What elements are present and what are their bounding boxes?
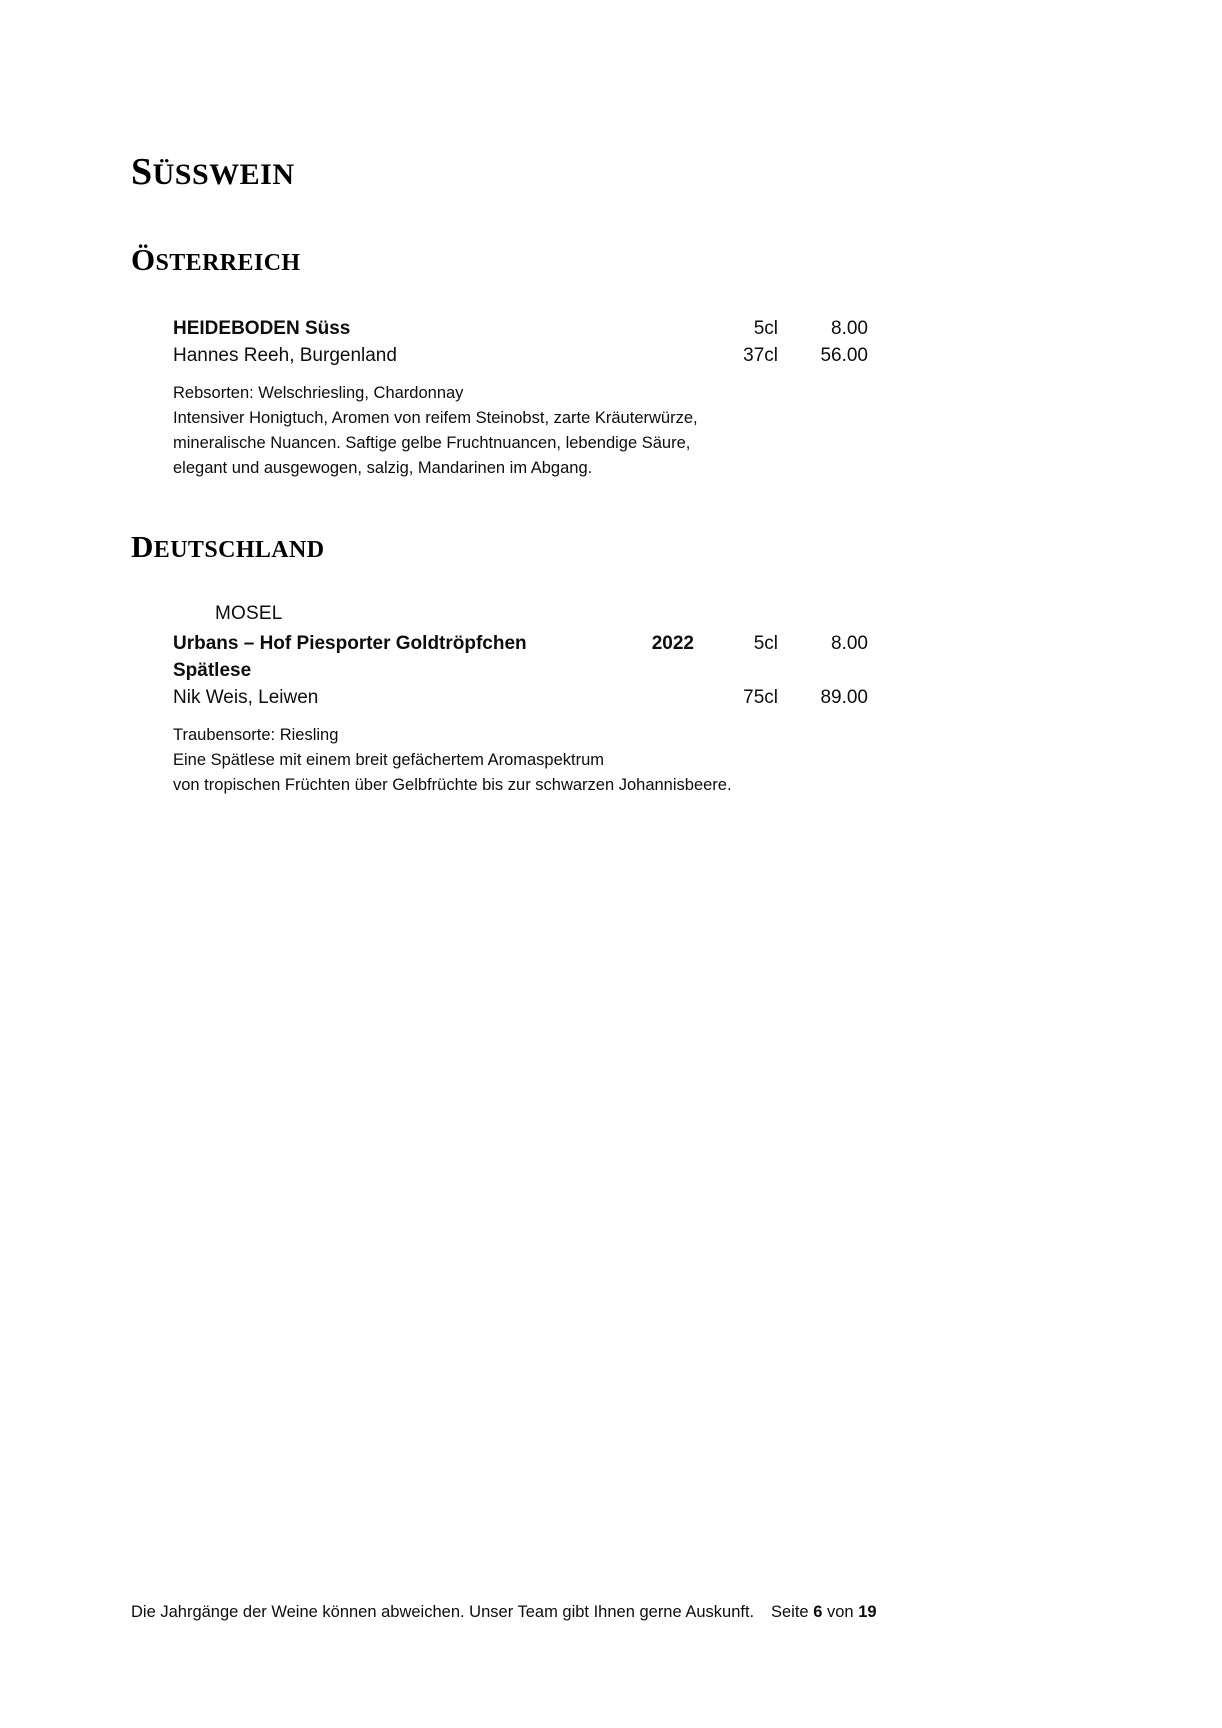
wine-name: HEIDEBODEN Süss (173, 318, 351, 339)
section-heading-austria-text: STERREICH (155, 250, 301, 276)
wine-entry-line-2 (173, 343, 1091, 370)
footer-page-middle: von (826, 1603, 854, 1621)
wine-description-line: mineralische Nuancen. Saftige gelbe Fruchtnuancen, lebendige Säure, (173, 434, 691, 453)
page-title-text: ÜSSWEIN (152, 158, 295, 191)
wine-producer: Hannes Reeh, Burgenland (173, 344, 397, 366)
section-heading-germany-initial: D (131, 529, 154, 565)
wine-entry-line-1 (173, 316, 1091, 343)
wine-description-line: von tropischen Früchten über Gelbfrüchte bis zur schwarzen Johannisbeere. (173, 776, 732, 795)
page-title (131, 150, 1091, 194)
section-heading-germany (131, 529, 1091, 565)
wine-price-1: 8.00 (831, 633, 868, 655)
wine-entry (173, 603, 1091, 798)
wine-price-2: 89.00 (820, 687, 868, 709)
wine-producer: Nik Weis, Leiwen (173, 687, 319, 709)
wine-description-line: elegant und ausgewogen, salzig, Mandarinen im Abgang. (173, 459, 593, 478)
wine-description-line: Intensiver Honigtuch, Aromen von reifem Steinobst, zarte Kräuterwürze, (173, 409, 698, 428)
wine-size-1: 5cl (753, 633, 778, 655)
wine-price-1: 8.00 (831, 318, 868, 339)
wine-size-2: 37cl (743, 344, 778, 366)
footer-pager (771, 1603, 877, 1622)
wine-description-line: Traubensorte: Riesling (173, 726, 339, 745)
wine-size-1: 5cl (753, 318, 778, 339)
footer-page-total: 19 (858, 1603, 877, 1621)
section-heading-austria (131, 242, 1091, 278)
section-heading-germany-text: EUTSCHLAND (153, 537, 325, 564)
wine-description (173, 723, 1091, 798)
wine-description-line: Rebsorten: Welschriesling, Chardonnay (173, 383, 464, 402)
section-heading-austria-initial: Ö (131, 242, 156, 277)
page-content (131, 150, 1091, 798)
page-footer (131, 1603, 1091, 1622)
wine-size-2: 75cl (743, 687, 778, 709)
wine-name: Urbans – Hof Piesporter Goldtröpfchen Spätlese (173, 633, 527, 682)
wine-description (173, 381, 1091, 481)
footer-note: Die Jahrgänge der Weine können abweichen. Unser Team gibt Ihnen gerne Auskunft. (131, 1603, 755, 1621)
wine-entry-line-1 (173, 631, 1091, 685)
wine-vintage: 2022 (651, 633, 694, 655)
wine-entry (173, 316, 1091, 481)
wine-description-line: Eine Spätlese mit einem breit gefächertem Aromaspektrum (173, 751, 605, 770)
page-title-initial: S (131, 151, 153, 193)
footer-page-prefix: Seite (771, 1603, 809, 1621)
wine-entry-line-2 (173, 685, 1091, 712)
footer-page-number: 6 (813, 1603, 823, 1621)
region-label: MOSEL (215, 603, 283, 625)
wine-price-2: 56.00 (820, 344, 868, 366)
